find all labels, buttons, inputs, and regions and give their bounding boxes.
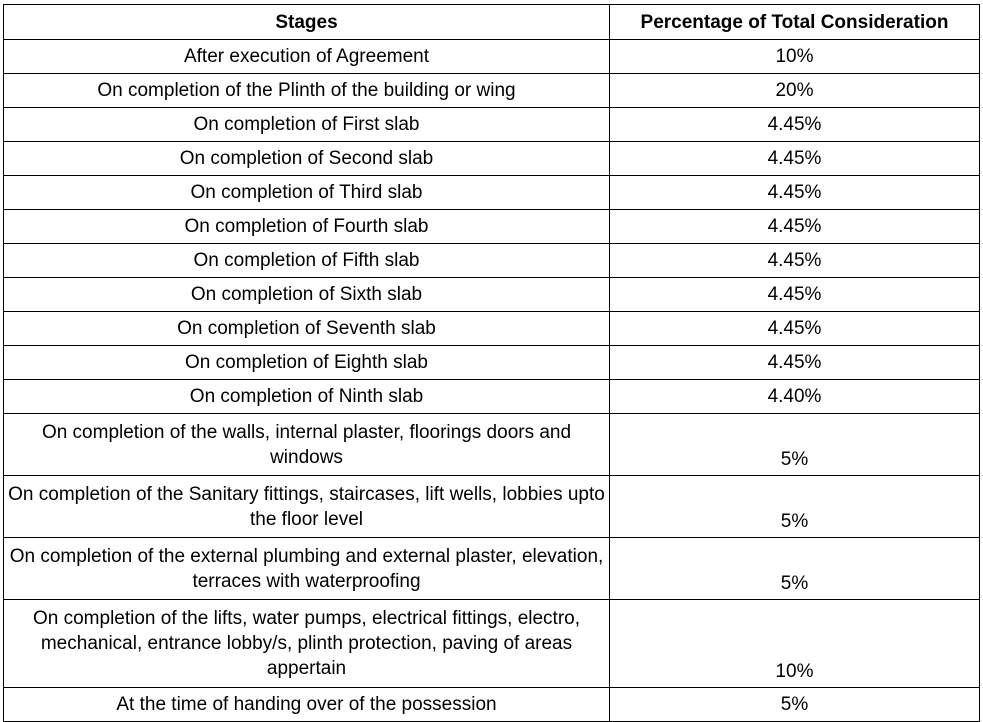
stage-cell: On completion of the lifts, water pumps, electrical fittings, electro, mechanical, entrance lobby/s, plinth protection, paving of areas appertain [4,600,610,688]
percentage-cell: 4.45% [610,108,980,142]
percentage-cell: 10% [610,600,980,688]
table-row [4,414,980,476]
table-row [4,380,980,414]
percentage-cell: 4.45% [610,244,980,278]
table-row [4,600,980,688]
percentage-cell: 10% [610,40,980,74]
stage-cell: On completion of First slab [4,108,610,142]
stage-cell: On completion of the Plinth of the building or wing [4,74,610,108]
stage-cell: On completion of the external plumbing and external plaster, elevation, terraces with waterproofing [4,538,610,600]
percentage-cell: 4.45% [610,176,980,210]
table-row [4,312,980,346]
percentage-cell: 4.45% [610,312,980,346]
stage-cell: On completion of Sixth slab [4,278,610,312]
stage-cell: After execution of Agreement [4,40,610,74]
percentage-cell: 4.45% [610,346,980,380]
percentage-cell: 4.45% [610,210,980,244]
stage-cell: At the time of handing over of the possession [4,688,610,722]
payment-schedule-table [3,4,980,722]
stage-cell: On completion of the Sanitary fittings, staircases, lift wells, lobbies upto the floor level [4,476,610,538]
percentage-cell: 20% [610,74,980,108]
percentage-cell: 4.45% [610,142,980,176]
table-row [4,74,980,108]
stage-cell: On completion of Third slab [4,176,610,210]
header-stages: Stages [4,5,610,40]
table-row [4,346,980,380]
stage-cell: On completion of Seventh slab [4,312,610,346]
percentage-cell: 5% [610,476,980,538]
percentage-cell: 5% [610,414,980,476]
percentage-cell: 5% [610,538,980,600]
percentage-cell: 4.45% [610,278,980,312]
stage-cell: On completion of the walls, internal plaster, floorings doors and windows [4,414,610,476]
header-percentage: Percentage of Total Consideration [610,5,980,40]
table-row [4,142,980,176]
stage-cell: On completion of Fourth slab [4,210,610,244]
table-row [4,538,980,600]
stage-cell: On completion of Eighth slab [4,346,610,380]
table-row [4,244,980,278]
percentage-cell: 5% [610,688,980,722]
table-row [4,476,980,538]
table-row [4,688,980,722]
table-row [4,210,980,244]
table-row [4,40,980,74]
percentage-cell: 4.40% [610,380,980,414]
stage-cell: On completion of Ninth slab [4,380,610,414]
table-row [4,176,980,210]
stage-cell: On completion of Fifth slab [4,244,610,278]
stage-cell: On completion of Second slab [4,142,610,176]
table-row [4,108,980,142]
table-row [4,278,980,312]
table-header-row [4,5,980,40]
payment-schedule-container [3,4,979,722]
